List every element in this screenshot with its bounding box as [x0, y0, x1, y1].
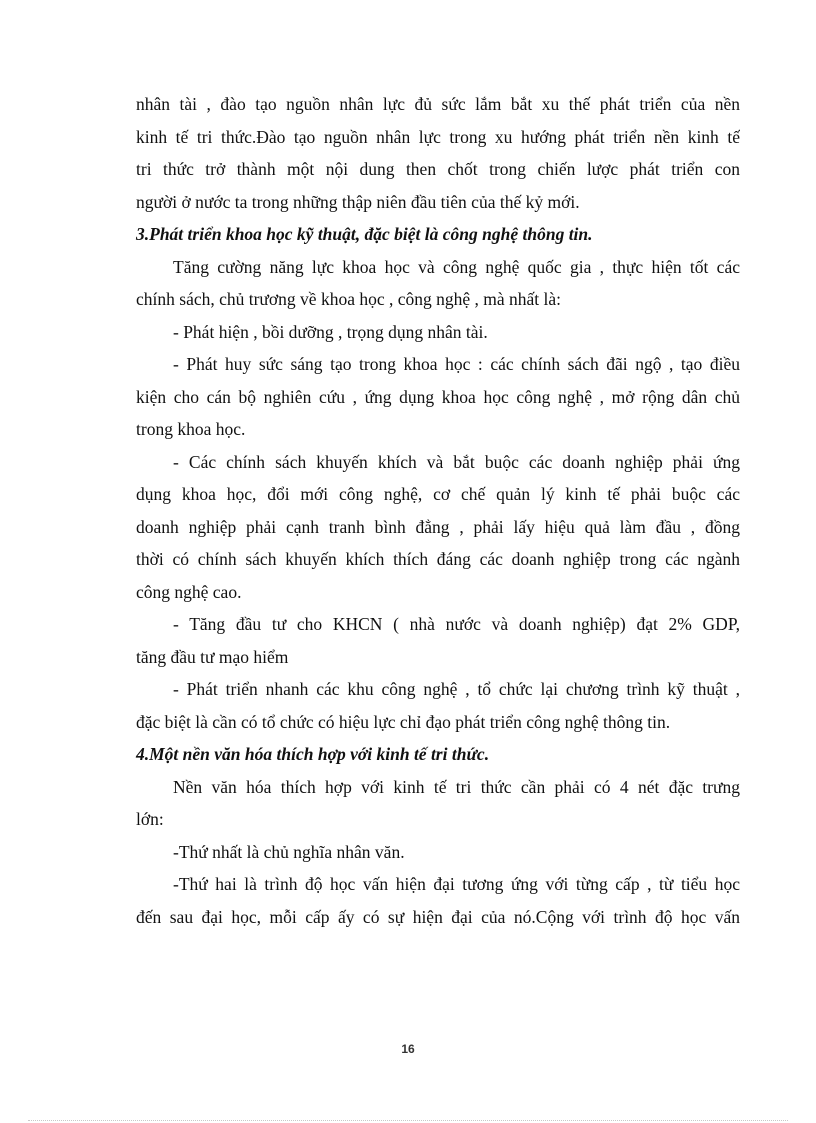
section-heading-3: 3.Phát triển khoa học kỹ thuật, đặc biệt là công nghệ thông tin. — [136, 224, 593, 244]
text-line: thời có chính sách khuyến khích thích đáng các doanh nghiệp trong các ngành — [136, 549, 740, 569]
text-line: nhân tài , đào tạo nguồn nhân lực đủ sức lắm bắt xu thế phát triển của nền — [136, 94, 740, 114]
text-line: đến sau đại học, mỗi cấp ấy có sự hiện đại của nó.Cộng với trình độ học vấn — [136, 906, 740, 927]
text-line: dụng khoa học, đổi mới công nghệ, cơ chế quản lý kinh tế phải buộc các — [136, 484, 740, 504]
text-line: - Tăng đầu tư cho KHCN ( nhà nước và doanh nghiệp) đạt 2% GDP, — [173, 614, 740, 634]
bullet-incentives — [136, 446, 740, 609]
text-line: doanh nghiệp phải cạnh tranh bình đẳng , phải lấy hiệu quả làm đầu , đồng — [136, 516, 740, 537]
text-line: tăng đầu tư mạo hiểm — [136, 646, 289, 667]
text-line: tri thức trở thành một nội dung then chốt trong chiến lược phát triển con — [136, 159, 740, 179]
bullet-tech-parks — [136, 673, 740, 738]
text-line: Nền văn hóa thích hợp với kinh tế tri thức cần phải có 4 nét đặc trưng — [173, 776, 740, 797]
text-line: -Thứ nhất là chủ nghĩa nhân văn. — [173, 841, 405, 862]
bullet-creativity — [136, 348, 740, 446]
bullet-talent — [136, 316, 740, 349]
text-line: công nghệ cao. — [136, 581, 242, 602]
text-line: -Thứ hai là trình độ học vấn hiện đại tương ứng với từng cấp , từ tiểu học — [173, 874, 740, 894]
paragraph-science — [136, 251, 740, 316]
text-line: - Phát huy sức sáng tạo trong khoa học : các chính sách đãi ngộ , tạo điều — [173, 354, 740, 374]
paragraph-intro — [136, 88, 740, 218]
text-line: đặc biệt là cần có tổ chức có hiệu lực chỉ đạo phát triển công nghệ thông tin. — [136, 711, 671, 732]
text-line: chính sách, chủ trương về khoa học , công nghệ , mà nhất là: — [136, 289, 562, 309]
text-line: trong khoa học. — [136, 419, 246, 439]
text-line: - Phát triển nhanh các khu công nghệ , tổ chức lại chương trình kỹ thuật , — [173, 679, 740, 699]
text-line: kinh tế tri thức.Đào tạo nguồn nhân lực trong xu hướng phát triển nền kinh tế — [136, 126, 740, 147]
bullet-investment — [136, 608, 740, 673]
text-line: - Các chính sách khuyến khích và bắt buộc các doanh nghiệp phải ứng — [173, 451, 740, 472]
item-humanism — [136, 836, 740, 869]
page-body — [136, 88, 740, 933]
page-number: 16 — [401, 1042, 415, 1056]
paragraph-culture — [136, 771, 740, 836]
item-education — [136, 868, 740, 933]
section-heading-4: 4.Một nền văn hóa thích hợp với kinh tế tri thức. — [136, 744, 490, 764]
text-line: kiện cho cán bộ nghiên cứu , ứng dụng khoa học công nghệ , mở rộng dân chủ — [136, 386, 740, 407]
text-line: người ở nước ta trong những thập niên đầu tiên của thế kỷ mới. — [136, 191, 580, 212]
page-bottom-divider — [28, 1120, 788, 1121]
text-line: lớn: — [136, 809, 164, 829]
text-line: - Phát hiện , bồi dưỡng , trọng dụng nhân tài. — [173, 321, 488, 342]
text-line: Tăng cường năng lực khoa học và công nghệ quốc gia , thực hiện tốt các — [173, 256, 740, 277]
